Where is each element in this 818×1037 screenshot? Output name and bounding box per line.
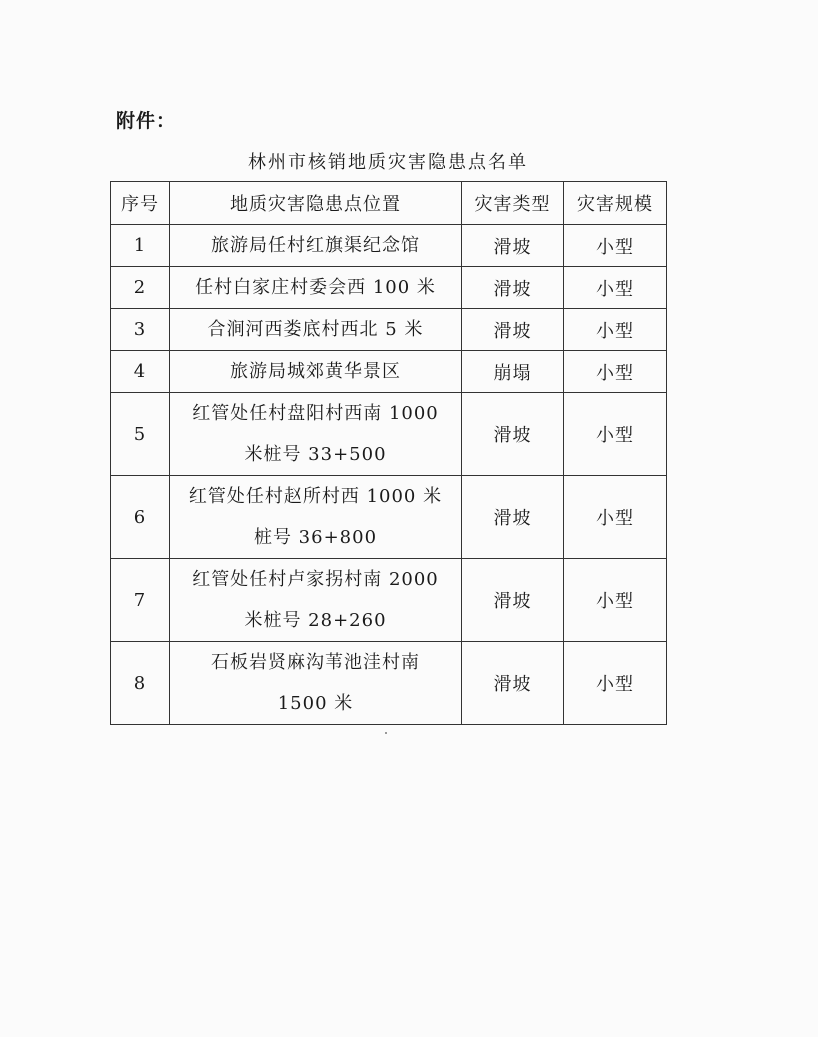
cell-scale: 小型 (564, 559, 667, 642)
cell-scale: 小型 (564, 225, 667, 267)
cell-location (170, 267, 462, 309)
cell-scale: 小型 (564, 476, 667, 559)
scan-speck (385, 732, 387, 734)
document-title: 林州市核销地质灾害隐患点名单 (248, 152, 528, 173)
table-row (111, 642, 667, 725)
location-line: 米桩号 33+500 (244, 444, 387, 465)
table-row (111, 476, 667, 559)
table-row (111, 267, 667, 309)
location-line: 石板岩贤麻沟苇池洼村南 (211, 652, 420, 673)
cell-type: 滑坡 (462, 642, 564, 725)
cell-no: 3 (111, 309, 170, 351)
header-no: 序号 (111, 182, 170, 225)
cell-location (170, 351, 462, 393)
cell-scale: 小型 (564, 351, 667, 393)
cell-type: 崩塌 (462, 351, 564, 393)
location-line: 红管处任村赵所村西 1000 米 (188, 486, 443, 507)
table-row (111, 559, 667, 642)
location-line: 桩号 36+800 (253, 527, 378, 548)
cell-scale: 小型 (564, 309, 667, 351)
cell-no: 4 (111, 351, 170, 393)
cell-type: 滑坡 (462, 393, 564, 476)
cell-no: 2 (111, 267, 170, 309)
cell-scale: 小型 (564, 642, 667, 725)
cell-type: 滑坡 (462, 309, 564, 351)
location-line: 米桩号 28+260 (244, 610, 387, 631)
location-line: 旅游局城郊黄华景区 (230, 361, 401, 382)
cell-type: 滑坡 (462, 267, 564, 309)
header-scale: 灾害规模 (564, 182, 667, 225)
cell-no: 7 (111, 559, 170, 642)
cell-location (170, 476, 462, 559)
cell-scale: 小型 (564, 393, 667, 476)
cell-location (170, 225, 462, 267)
location-line: 1500 米 (277, 693, 354, 714)
location-line: 红管处任村卢家拐村南 2000 (192, 569, 439, 590)
table-row (111, 225, 667, 267)
location-line: 任村白家庄村委会西 100 米 (195, 277, 436, 298)
cell-location (170, 309, 462, 351)
cell-location (170, 393, 462, 476)
cell-no: 5 (111, 393, 170, 476)
cell-type: 滑坡 (462, 225, 564, 267)
header-location: 地质灾害隐患点位置 (170, 182, 462, 225)
location-line: 合涧河西娄底村西北 5 米 (207, 319, 424, 340)
table-row (111, 393, 667, 476)
cell-type: 滑坡 (462, 559, 564, 642)
table-row (111, 351, 667, 393)
cell-location (170, 559, 462, 642)
attachment-label: 附件： (116, 110, 177, 132)
location-line: 红管处任村盘阳村西南 1000 (192, 403, 439, 424)
location-line: 旅游局任村红旗渠纪念馆 (211, 235, 420, 256)
table-header-row (111, 182, 667, 225)
cell-no: 1 (111, 225, 170, 267)
table-row (111, 309, 667, 351)
cell-no: 8 (111, 642, 170, 725)
cell-no: 6 (111, 476, 170, 559)
header-type: 灾害类型 (462, 182, 564, 225)
cell-location (170, 642, 462, 725)
cell-type: 滑坡 (462, 476, 564, 559)
cell-scale: 小型 (564, 267, 667, 309)
hazard-table (110, 181, 667, 725)
